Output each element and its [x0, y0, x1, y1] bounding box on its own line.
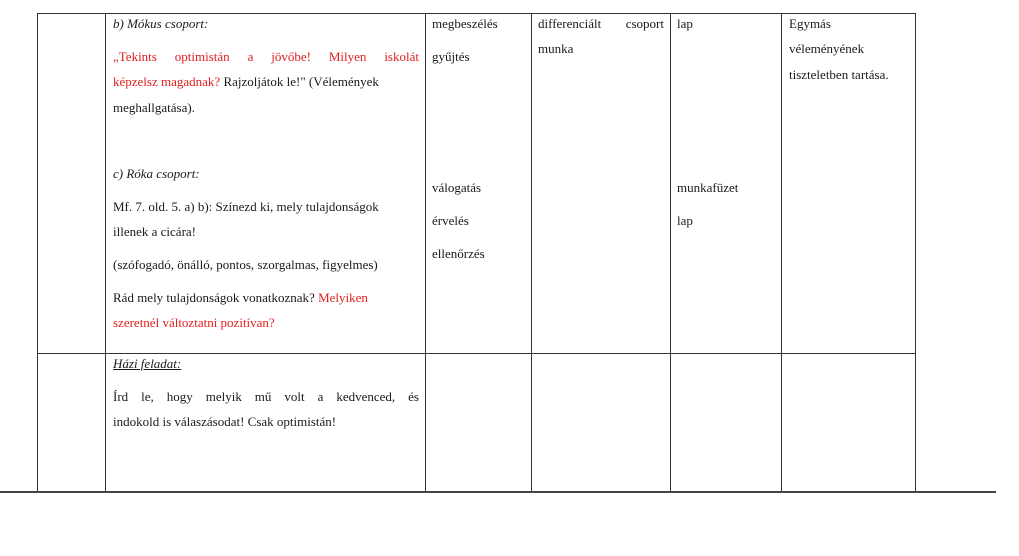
goal-line: véleményének — [789, 41, 865, 56]
group-c-question-line1: Rád mely tulajdonságok vonatkoznak? Melyiken — [113, 290, 368, 305]
group-b-task-line2: képzelsz magadnak? Rajzoljátok le!" (Vélemények — [113, 74, 379, 89]
homework-heading: Házi feladat: — [113, 356, 182, 371]
table-border-left — [37, 13, 38, 492]
table-border-right — [915, 13, 916, 492]
page-bottom-rule — [0, 491, 996, 493]
method-item: válogatás — [432, 180, 482, 195]
workform-line1: differenciált csoport — [538, 16, 664, 31]
group-b-task-line3: meghallgatása). — [113, 100, 195, 115]
column-divider-5 — [781, 13, 782, 492]
homework-line2: indokold is válaszásodat! Csak optimistán! — [113, 414, 337, 429]
column-divider-4 — [670, 13, 671, 492]
table-border-top — [37, 13, 916, 14]
row-divider — [37, 353, 916, 354]
method-item: érvelés — [432, 213, 469, 228]
method-item: ellenőrzés — [432, 246, 485, 261]
goal-line: Egymás — [789, 16, 831, 31]
group-b-heading: b) Mókus csoport: — [113, 16, 209, 31]
goal-line: tiszteletben tartása. — [789, 67, 889, 82]
column-divider-2 — [425, 13, 426, 492]
tool-item: lap — [677, 213, 693, 228]
workform-line2: munka — [538, 41, 574, 56]
column-divider-1 — [105, 13, 106, 492]
group-c-task-line2: illenek a cicára! — [113, 224, 196, 239]
method-item: megbeszélés — [432, 16, 498, 31]
group-b-task-line1: „Tekints optimistán a jövőbe! Milyen iskolát — [113, 49, 419, 64]
group-c-traits-list: (szófogadó, önálló, pontos, szorgalmas, figyelmes) — [113, 257, 378, 272]
group-c-question-line2: szeretnél változtatni pozitívan? — [113, 315, 275, 330]
group-c-heading: c) Róka csoport: — [113, 166, 200, 181]
tool-item: lap — [677, 16, 693, 31]
column-divider-3 — [531, 13, 532, 492]
method-item: gyűjtés — [432, 49, 470, 64]
homework-line1: Írd le, hogy melyik mű volt a kedvenced, és — [113, 389, 419, 404]
tool-item: munkafüzet — [677, 180, 739, 195]
group-c-task-line1: Mf. 7. old. 5. a) b): Színezd ki, mely tulajdonságok — [113, 199, 379, 214]
